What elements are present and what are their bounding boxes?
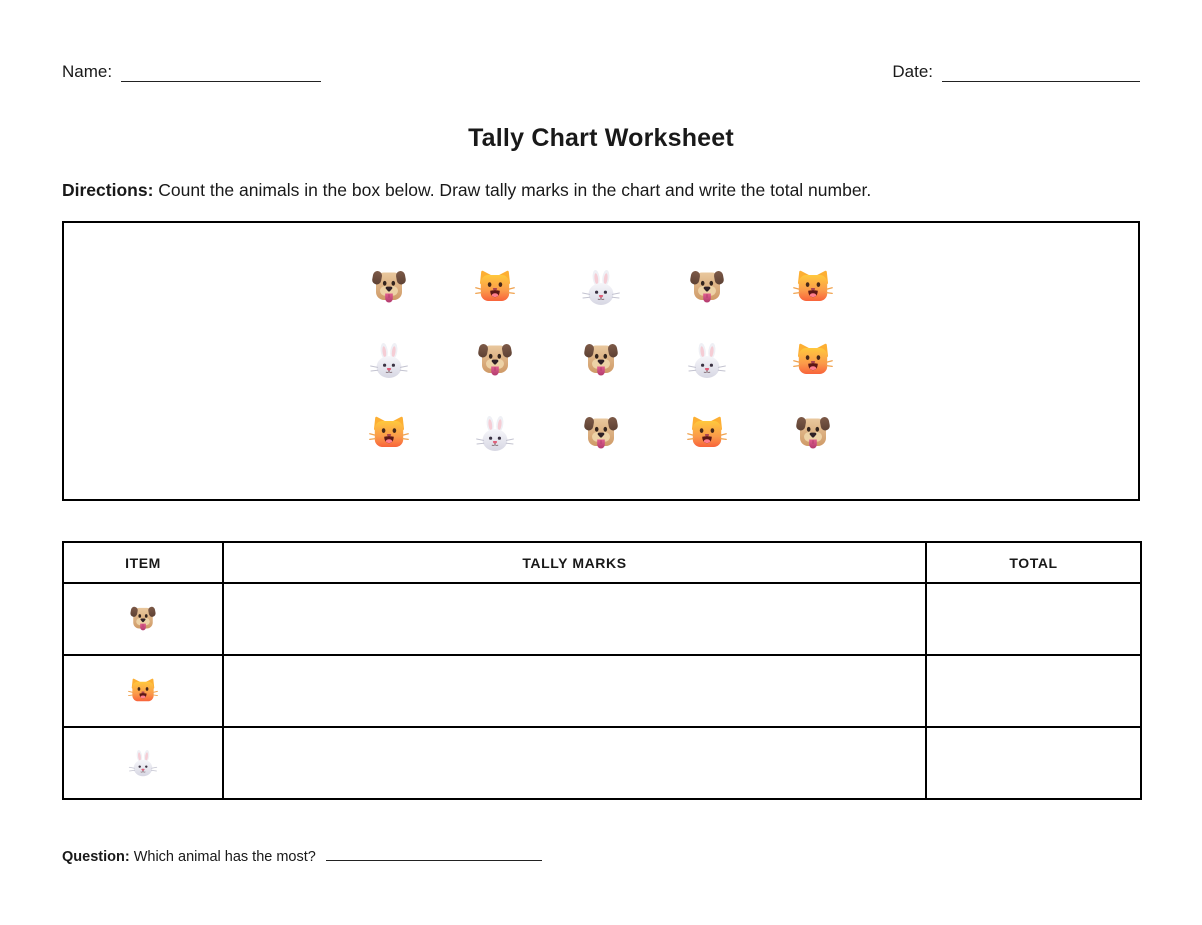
dog-emoji xyxy=(687,269,727,307)
cat-emoji xyxy=(128,677,158,706)
header-total: TOTAL xyxy=(926,542,1141,583)
animal-grid xyxy=(369,269,833,453)
table-body xyxy=(63,583,1141,799)
table-row-rabbit xyxy=(63,727,1141,799)
cat-emoji xyxy=(687,415,727,453)
question-blank-line xyxy=(326,846,542,861)
dog-emoji xyxy=(581,342,621,380)
item-cell-cat xyxy=(63,655,223,727)
directions xyxy=(62,180,1140,201)
total-cell-rabbit xyxy=(926,727,1141,799)
animal-row xyxy=(369,269,833,307)
tally-marks-cell-dog xyxy=(223,583,926,655)
tally-marks-cell-cat xyxy=(223,655,926,727)
rabbit-emoji xyxy=(369,342,409,380)
rabbit-emoji xyxy=(128,749,158,778)
table-row-cat xyxy=(63,655,1141,727)
tally-marks-cell-rabbit xyxy=(223,727,926,799)
question-label: Question: xyxy=(62,849,130,865)
dog-emoji xyxy=(475,342,515,380)
item-cell-dog xyxy=(63,583,223,655)
directions-label: Directions: xyxy=(62,180,154,200)
header-tally-marks: TALLY MARKS xyxy=(223,542,926,583)
total-cell-dog xyxy=(926,583,1141,655)
date-label: Date: xyxy=(892,62,933,81)
rabbit-emoji xyxy=(475,415,515,453)
name-field xyxy=(62,62,321,82)
directions-text: Count the animals in the box below. Draw tally marks in the chart and write the total number. xyxy=(158,180,872,200)
cat-emoji xyxy=(369,415,409,453)
cat-emoji xyxy=(793,342,833,380)
cat-emoji xyxy=(793,269,833,307)
date-blank-line xyxy=(942,63,1140,82)
name-label: Name: xyxy=(62,62,113,81)
total-cell-cat xyxy=(926,655,1141,727)
question-text: Which animal has the most? xyxy=(133,849,316,865)
date-field xyxy=(892,62,1140,82)
tally-chart-table xyxy=(62,541,1142,800)
name-date-row xyxy=(62,62,1140,82)
animal-box xyxy=(62,221,1140,501)
question xyxy=(62,846,1140,865)
table-header-row xyxy=(63,542,1141,583)
page-title: Tally Chart Worksheet xyxy=(468,124,734,152)
header-item: ITEM xyxy=(63,542,223,583)
animal-row xyxy=(369,415,833,453)
dog-emoji xyxy=(128,605,158,634)
dog-emoji xyxy=(369,269,409,307)
item-cell-rabbit xyxy=(63,727,223,799)
name-blank-line xyxy=(121,63,321,82)
rabbit-emoji xyxy=(687,342,727,380)
rabbit-emoji xyxy=(581,269,621,307)
dog-emoji xyxy=(793,415,833,453)
animal-row xyxy=(369,342,833,380)
cat-emoji xyxy=(475,269,515,307)
dog-emoji xyxy=(581,415,621,453)
table-row-dog xyxy=(63,583,1141,655)
